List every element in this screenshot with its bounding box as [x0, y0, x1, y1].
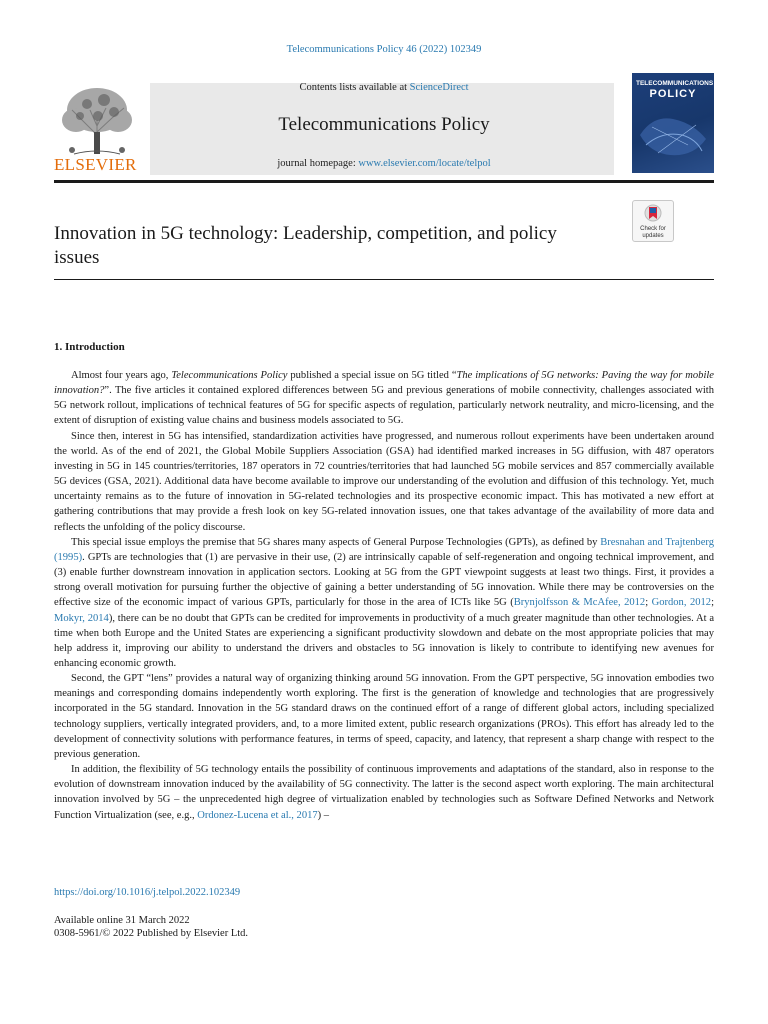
p3-text-c: ), there can be no doubt that GPTs can be credited for improvements in productivity of a much greater magnitude than other technologies. At a time when both Europe and the United States are experiencing a significant productivity slowdown and debate on the most appropriate policies that may help address it, improving our ability to understand the drivers and obstacles to 5G innovation is likely to contribute to identifying new avenues for enhancing economic growth. — [54, 612, 715, 669]
p3-text-a: This special issue employs the premise that 5G shares many aspects of General Purpose Technologies (GPTs), as defined by — [71, 536, 601, 548]
article-title: Innovation in 5G technology: Leadership, competition, and policy issues — [54, 223, 557, 268]
p5-text-b: ) – — [317, 809, 330, 821]
p5-text-a: In addition, the flexibility of 5G technology entails the possibility of continuous improvements and adaptations of the standard, also in response to the evolution of downstream innovation induced by the availability of 5G connectivity. The latter is the second aspect worth exploring. The main architectural innovation involved by 5G – the unprecedented high degree of virtualization enabled by technologies such as Software Defined Networks and Network Function Virtualization (see, e.g., — [54, 764, 714, 821]
paragraph-2: Since then, interest in 5G has intensified, standardization activities have progressed, and numerous rollout experiments have been undertaken around the world. As of the end of 2021, the Global Mobile Suppliers Association (GSA) had identified marked increases in 5G diffusion, with 487 operators investing in 5G in 145 countries/territories, 187 operators in 72 countries/territories that had launched 5G mobile services and 857 commercially available 5G devices (GSA, 2021). Additional data have become available to improve our understanding of the evolution and diffusion of this technology. Yet, much uncertainty remains as to the future of innovation in 5G-related technologies and its prospective economic impact. This has motivated a new effort at gathering contributions that may provide a fresh look on key 5G-related innovation issues, one that takes advantage of the availability of more data and reflects the unfolding of the policy discourse. — [54, 430, 714, 533]
p1-text-c: published a special issue on 5G titled “ — [287, 370, 457, 381]
paragraph-4: Second, the GPT “lens” provides a natural way of organizing thinking around 5G innovation. From the GPT perspective, 5G innovation embodies two meanings and corresponding domains independently worth exploring. The first is the generation of knowledge and technologies that are progressively incorporated in the 5G standard. Innovation in the 5G standard draws on the continued effort of a range of different global actors, including specialized technology suppliers, vertically integrated providers, and, to a more limited extent, public research organizations (PROs). This effort has already led to the development of connectivity solutions with performance features, in terms of speed, capacity, and latency, that represent a sharp change with respect to the previous generation. — [54, 673, 714, 760]
article-body — [54, 368, 714, 823]
homepage-link[interactable]: www.elsevier.com/locate/telpol — [358, 158, 491, 169]
reference-link[interactable]: Bresnahan and Trajtenberg (1995) — [54, 536, 714, 563]
p3-separator: ; — [645, 597, 652, 609]
badge-text-line1: Check for — [640, 226, 666, 232]
title-divider — [54, 279, 714, 280]
badge-text-line2: updates — [642, 232, 664, 239]
badge-text — [633, 226, 673, 239]
cover-title — [636, 79, 714, 100]
cover-title-line1: TELECOMMUNICATIONS — [636, 80, 714, 87]
journal-cover-image[interactable] — [632, 73, 714, 173]
reference-link[interactable]: Brynjolfsson & McAfee, 2012 — [513, 597, 646, 609]
copyright-notice: 0308-5961/© 2022 Published by Elsevier Ltd. — [54, 928, 249, 939]
check-for-updates-badge[interactable] — [632, 200, 674, 242]
p1-issue-title: The implications of 5G networks: Paving the way for mobile innovation? — [54, 370, 714, 397]
elsevier-wordmark: ELSEVIER — [54, 155, 137, 174]
cover-title-line2: POLICY — [649, 88, 697, 100]
p1-text-a: Almost four years ago, — [71, 370, 172, 381]
journal-citation[interactable]: Telecommunications Policy 46 (2022) 102349 — [286, 44, 482, 55]
cover-map-graphic — [638, 105, 708, 167]
p1-text-e: ”. The five articles it contained explored differences between 5G and previous generations of mobile connectivity, challenges associated with 5G network rollout, implications of technical features of 5G for specific aspects of regulation, particularly network neutrality, and micro-licensing, and the extent of disruption of existing value chains and business models associated to 5G. — [54, 385, 714, 427]
paragraph-5 — [54, 762, 714, 823]
journal-title: Telecommunications Policy — [278, 114, 490, 135]
header-divider — [54, 180, 714, 183]
doi-link[interactable]: https://doi.org/10.1016/j.telpol.2022.102349 — [54, 887, 241, 898]
available-online-date: Available online 31 March 2022 — [54, 915, 190, 926]
section-heading: 1. Introduction — [54, 341, 125, 353]
homepage-prefix: journal homepage: — [277, 158, 359, 169]
p1-journal-name: Telecommunications Policy — [171, 370, 288, 381]
contents-prefix: Contents lists available at — [299, 82, 410, 93]
bookmark-icon — [644, 204, 662, 224]
reference-link[interactable]: Ordonez-Lucena et al., 2017 — [197, 809, 318, 821]
p3-separator: ; — [711, 597, 714, 609]
paragraph-1 — [54, 368, 714, 429]
reference-link[interactable]: Mokyr, 2014 — [54, 612, 109, 624]
p3-text-b: . GPTs are technologies that (1) are pervasive in their use, (2) are intrinsically capable of self-regeneration and ongoing technical improvement, and (3) enable further downstream innovation in application sectors. Looking at 5G from the GPT viewpoint suggests at least two things. First, it provides a strong overall motivation for pursuing further the objective of gaining a better understanding of 5G innovation. While there may be controversies on the effective size of the economic impact of various GPTs, particularly for those in the area of ICTs like 5G ( — [54, 551, 714, 609]
sciencedirect-link[interactable]: ScienceDirect — [409, 82, 469, 93]
reference-link[interactable]: Gordon, 2012 — [651, 597, 712, 609]
paragraph-3 — [54, 535, 714, 671]
